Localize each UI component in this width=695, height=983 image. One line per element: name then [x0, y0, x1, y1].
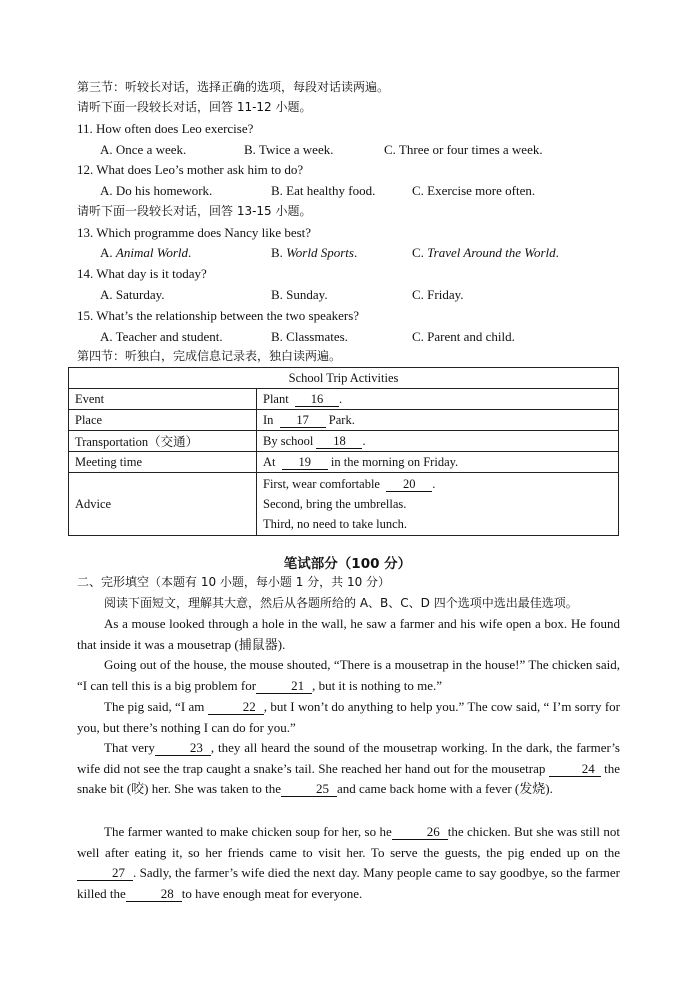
q15-option-a: A. Teacher and student. — [100, 329, 223, 344]
advice-label: Advice — [69, 473, 257, 536]
advice-value: First, wear comfortable 20 . Second, bring the umbrellas. Third, no need to take lunch. — [257, 473, 619, 536]
section3-heading: 第三节：听较长对话，选择正确的选项，每段对话读两遍。 — [77, 80, 390, 94]
q14-option-a: A. Saturday. — [100, 287, 165, 302]
q13-option-a: A. Animal World. — [100, 245, 192, 260]
blank-27[interactable]: 27 — [77, 866, 133, 881]
advice-second: Second, bring the umbrellas. — [263, 497, 407, 511]
q11-option-a: A. Once a week. — [100, 142, 187, 157]
event-label: Event — [69, 389, 257, 410]
blank-16[interactable]: 16 — [295, 392, 339, 407]
blank-17[interactable]: 17 — [280, 413, 326, 428]
q11-option-c: C. Three or four times a week. — [384, 142, 543, 157]
q11-option-b: B. Twice a week. — [244, 142, 334, 157]
table-row — [69, 431, 619, 452]
section3-intro-13-15: 请听下面一段较长对话，回答 13-15 小题。 — [77, 204, 312, 218]
school-trip-table — [68, 367, 619, 536]
blank-28[interactable]: 28 — [126, 887, 182, 902]
table-row — [69, 452, 619, 473]
blank-18[interactable]: 18 — [316, 434, 362, 449]
q12-option-a: A. Do his homework. — [100, 183, 213, 198]
passage-paragraph-5: The farmer wanted to make chicken soup for her, so he 26 the chicken. But she was still not well after eating it, so her friends came to visit her. To serve the guests, the pig ended up on the27 . Sadly, the farmer’s wife died the next day. Many people came to say goodbye, so the farmer killed the 28 to have enough meat for everyone. — [77, 824, 620, 902]
section3-intro-11-12: 请听下面一段较长对话，回答 11-12 小题。 — [77, 100, 312, 114]
q12-option-c: C. Exercise more often. — [412, 183, 536, 198]
meeting-time-value: At 19 in the morning on Friday. — [257, 452, 619, 473]
blank-20[interactable]: 20 — [386, 477, 432, 492]
blank-19[interactable]: 19 — [282, 455, 328, 470]
table-row — [69, 410, 619, 431]
passage-paragraph-4: That very 23 , they all heard the sound of the mousetrap working. In the dark, the farmer’s wife did not see the trap caught a snake’s tail. She reached her hand out for the mousetrap 24 the snake bit (咬) her. She was taken to the 25 and came back home with a fever (发烧). — [77, 740, 621, 797]
question-15: 15. What’s the relationship between the two speakers? — [77, 308, 360, 323]
blank-22[interactable]: 22 — [208, 700, 264, 715]
written-part-title: 笔试部分（100 分） — [283, 556, 412, 572]
passage-paragraph-2: Going out of the house, the mouse shouted, “There is a mousetrap in the house!” The chicken said, “I can tell this is a big problem for 21 , but it is nothing to me.” — [77, 657, 620, 693]
blank-24[interactable]: 24 — [549, 762, 601, 777]
passage-paragraph-3: The pig said, “I am 22 , but I won’t do anything to help you.” The cow said, “ I’m sorry for you, but there’s nothing I can do for you.” — [77, 699, 620, 735]
question-11: 11. How often does Leo exercise? — [77, 121, 254, 136]
q13-option-c: C. Travel Around the World. — [412, 245, 559, 260]
passage-paragraph-1: As a mouse looked through a hole in the wall, he saw a farmer and his wife open a box. He found that inside it was a mousetrap (捕鼠器). — [77, 616, 620, 652]
blank-23[interactable]: 23 — [155, 741, 211, 756]
meeting-time-label: Meeting time — [69, 452, 257, 473]
table-title: School Trip Activities — [69, 368, 619, 389]
section4-heading: 第四节：听独白，完成信息记录表，独白读两遍。 — [77, 349, 342, 363]
q14-option-c: C. Friday. — [412, 287, 464, 302]
event-value: Plant 16 . — [257, 389, 619, 410]
table-row — [69, 389, 619, 410]
q12-option-b: B. Eat healthy food. — [271, 183, 376, 198]
q15-option-c: C. Parent and child. — [412, 329, 515, 344]
place-label: Place — [69, 410, 257, 431]
cloze-instruction: 阅读下面短文，理解其大意，然后从各题所给的 A、B、C、D 四个选项中选出最佳选项。 — [104, 596, 578, 610]
table-row — [69, 473, 619, 536]
question-12: 12. What does Leo’s mother ask him to do? — [77, 162, 304, 177]
blank-21[interactable]: 21 — [256, 679, 312, 694]
question-13: 13. Which programme does Nancy like best? — [77, 225, 312, 240]
transportation-value: By school 18 . — [257, 431, 619, 452]
blank-25[interactable]: 25 — [281, 782, 337, 797]
blank-26[interactable]: 26 — [392, 825, 448, 840]
q13-option-b: B. World Sports. — [271, 245, 358, 260]
cloze-heading: 二、完形填空（本题有 10 小题，每小题 1 分，共 10 分） — [77, 575, 391, 589]
q15-option-b: B. Classmates. — [271, 329, 348, 344]
transportation-label: Transportation（交通） — [69, 431, 257, 452]
advice-third: Third, no need to take lunch. — [263, 517, 408, 531]
place-value: In 17 Park. — [257, 410, 619, 431]
question-14: 14. What day is it today? — [77, 266, 207, 281]
q14-option-b: B. Sunday. — [271, 287, 328, 302]
